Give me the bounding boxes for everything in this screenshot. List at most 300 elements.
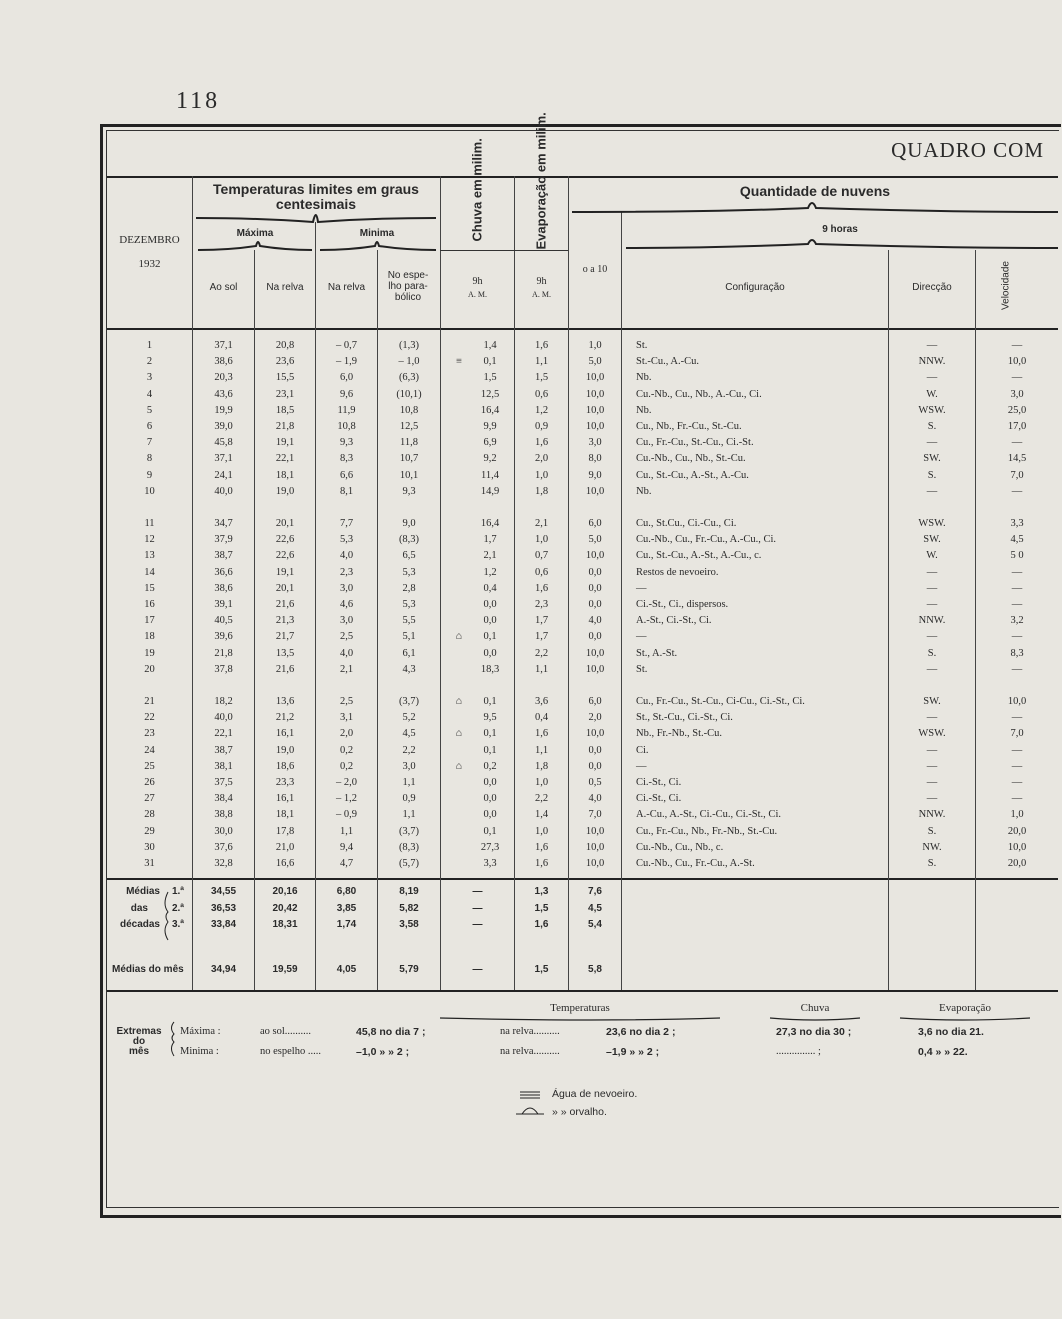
table-cell: 2,3 bbox=[339, 566, 354, 578]
medias-cell: — bbox=[472, 902, 483, 914]
year-label: 1932 bbox=[138, 258, 161, 270]
table-cell: 39,6 bbox=[214, 631, 233, 643]
table-cell: (1,3) bbox=[398, 340, 420, 351]
table-cell: 0,2 bbox=[483, 760, 497, 772]
table-cell: 0,0 bbox=[588, 599, 602, 610]
table-cell: 0,0 bbox=[483, 809, 497, 821]
row-day: 18 bbox=[144, 631, 155, 643]
table-cell: 5 0 bbox=[1010, 550, 1024, 562]
table-cell: — bbox=[1011, 712, 1023, 724]
row-day: 9 bbox=[146, 469, 153, 481]
table-cell: 20,0 bbox=[1007, 858, 1027, 869]
table-cell: ⌂ bbox=[455, 760, 463, 772]
table-cell: (3,7) bbox=[398, 696, 420, 707]
medias-label-2: das bbox=[130, 903, 148, 914]
table-cell: Nb. bbox=[636, 404, 652, 416]
table-cell: 5,5 bbox=[402, 615, 416, 627]
table-cell: 19,0 bbox=[275, 485, 295, 497]
table-cell: 10,0 bbox=[585, 825, 605, 837]
table-cell: 4,0 bbox=[588, 615, 602, 627]
table-cell: 2,3 bbox=[534, 599, 549, 610]
table-cell: Cu.-Nb., Cu., Nb., A.-Cu., Ci. bbox=[636, 388, 762, 400]
extremas-label-2: do bbox=[132, 1036, 146, 1047]
table-cell: — bbox=[926, 566, 938, 578]
table-cell: 37,5 bbox=[214, 777, 233, 788]
table-cell: 5,3 bbox=[339, 534, 354, 546]
table-cell: 21,7 bbox=[275, 631, 295, 643]
table-cell: S. bbox=[927, 647, 937, 659]
table-cell: 16,4 bbox=[480, 404, 500, 416]
max-sol-value: 45,8 no dia 7 ; bbox=[356, 1026, 426, 1038]
table-cell: Nb. bbox=[636, 485, 652, 497]
max-evap-value: 3,6 no dia 21. bbox=[918, 1026, 984, 1038]
max-relva-label: na relva.......... bbox=[500, 1026, 560, 1037]
table-cell: 12,5 bbox=[480, 388, 500, 400]
medias-cell: — bbox=[472, 886, 483, 897]
table-cell: – 0,9 bbox=[336, 809, 357, 821]
table-cell: 10,0 bbox=[585, 841, 605, 853]
table-cell: 22,6 bbox=[275, 534, 295, 546]
table-cell: 2,2 bbox=[402, 744, 416, 756]
table-cell: 21,6 bbox=[275, 663, 295, 675]
table-cell: 10,0 bbox=[1007, 356, 1027, 368]
table-cell: 18,6 bbox=[275, 760, 295, 772]
table-cell: (8,3) bbox=[398, 534, 420, 546]
table-cell: 4,0 bbox=[339, 647, 354, 659]
table-cell: 5,3 bbox=[402, 566, 416, 578]
medias-label-1: Médias bbox=[126, 886, 160, 897]
table-cell: 0,0 bbox=[483, 793, 497, 805]
table-cell: 37,1 bbox=[214, 453, 233, 465]
table-cell: SW. bbox=[923, 696, 941, 707]
row-day: 11 bbox=[144, 518, 155, 529]
table-cell: 10,0 bbox=[585, 388, 605, 400]
medias-cell: 8,19 bbox=[399, 886, 419, 897]
table-cell: 18,3 bbox=[480, 663, 500, 675]
table-cell: 13,6 bbox=[275, 696, 295, 707]
table-cell: Nb., Fr.-Nb., St.-Cu. bbox=[636, 728, 723, 740]
table-cell: 38,6 bbox=[214, 356, 233, 368]
row-day: 21 bbox=[144, 696, 155, 707]
table-cell: — bbox=[636, 631, 647, 643]
row-day: 8 bbox=[146, 453, 153, 465]
table-cell: — bbox=[1011, 485, 1023, 497]
medias-mes-cell: 19,59 bbox=[272, 964, 298, 975]
table-cell: 0,2 bbox=[339, 744, 354, 756]
table-cell: 21,0 bbox=[275, 841, 295, 853]
extremas-chuva: Chuva bbox=[800, 1002, 830, 1014]
medias-cell: 1,74 bbox=[336, 919, 357, 930]
medias-cell: 3.ª bbox=[171, 919, 185, 930]
table-cell: St., St.-Cu., Ci.-St., Ci. bbox=[636, 712, 733, 724]
row-day: 6 bbox=[146, 421, 153, 432]
table-cell: 3,0 bbox=[339, 615, 354, 627]
table-cell: 4,7 bbox=[339, 858, 354, 869]
table-cell: 2,5 bbox=[339, 696, 354, 707]
table-cell: 9,2 bbox=[483, 453, 497, 465]
medias-cell: 33,84 bbox=[210, 919, 237, 930]
table-cell: — bbox=[1011, 340, 1023, 351]
medias-cell: 1,5 bbox=[534, 902, 549, 914]
table-cell: Cu., St.-Cu., A.-St., A.-Cu., c. bbox=[636, 550, 762, 562]
medias-mes-label: Médias do mês bbox=[112, 964, 184, 975]
row-day: 30 bbox=[144, 841, 155, 853]
table-cell: 21,8 bbox=[214, 647, 233, 659]
table-cell: 6,6 bbox=[339, 469, 354, 481]
table-cell: 5,3 bbox=[402, 599, 416, 610]
table-cell: — bbox=[926, 437, 938, 449]
table-cell: 3,0 bbox=[402, 760, 416, 772]
table-cell: Cu., Fr.-Cu., St.-Cu., Ci.-St. bbox=[636, 437, 754, 449]
row-day: 15 bbox=[144, 582, 155, 594]
table-cell: 3,3 bbox=[1010, 518, 1024, 529]
table-cell: 1,1 bbox=[534, 663, 549, 675]
medias-cell: 7,6 bbox=[588, 886, 602, 897]
table-cell: 10,0 bbox=[1007, 841, 1027, 853]
table-cell: 18,1 bbox=[275, 809, 295, 821]
table-cell: ⌂ bbox=[455, 728, 463, 740]
table-cell: 10,8 bbox=[399, 404, 419, 416]
table-cell: (5,7) bbox=[398, 858, 420, 869]
extremas-minima: Minima : bbox=[180, 1046, 219, 1057]
table-cell: 0,0 bbox=[588, 582, 602, 594]
nuvens-title: Quantidade de nuvens bbox=[739, 183, 891, 199]
table-cell: ⌂ bbox=[455, 631, 463, 643]
chuva-am: A. M. bbox=[468, 290, 487, 299]
table-cell: 3,0 bbox=[1010, 388, 1024, 400]
table-cell: SW. bbox=[923, 534, 941, 546]
table-cell: 0,6 bbox=[534, 388, 549, 400]
row-day: 5 bbox=[146, 404, 153, 416]
medias-mes-cell: 5,79 bbox=[399, 964, 419, 975]
table-cell: 1,6 bbox=[534, 858, 549, 869]
medias-cell: — bbox=[472, 919, 483, 930]
row-day: 26 bbox=[144, 777, 155, 788]
table-cell: 20,8 bbox=[275, 340, 295, 351]
table-cell: 18,1 bbox=[275, 469, 295, 481]
table-cell: 10,0 bbox=[585, 421, 605, 432]
table-cell: 9,0 bbox=[588, 469, 602, 481]
table-cell: 38,7 bbox=[214, 550, 233, 562]
table-cell: 6,5 bbox=[402, 550, 416, 562]
table-cell: 2,2 bbox=[534, 647, 549, 659]
table-cell: – 0,7 bbox=[336, 340, 357, 351]
medias-cell: 6,80 bbox=[336, 886, 357, 897]
table-cell: 1,7 bbox=[534, 615, 549, 627]
table-cell: 5,0 bbox=[588, 534, 602, 546]
table-cell: — bbox=[926, 340, 938, 351]
row-day: 25 bbox=[144, 760, 155, 772]
table-cell: 39,0 bbox=[214, 421, 233, 432]
table-cell: — bbox=[1011, 744, 1023, 756]
table-cell: 43,6 bbox=[214, 388, 233, 400]
table-cell: A.-St., Ci.-St., Ci. bbox=[636, 615, 712, 627]
table-cell: 2,0 bbox=[534, 453, 549, 465]
table-cell: 5,1 bbox=[402, 631, 416, 643]
table-cell: Cu., St.-Cu., A.-St., A.-Cu. bbox=[636, 469, 749, 481]
table-cell: 27,3 bbox=[480, 841, 500, 853]
table-cell: – 1,9 bbox=[336, 356, 357, 368]
table-cell: 22,1 bbox=[214, 728, 233, 740]
row-day: 13 bbox=[144, 550, 155, 562]
table-cell: 4,0 bbox=[588, 793, 602, 805]
table-cell: 18,5 bbox=[275, 404, 295, 416]
table-cell: 0,1 bbox=[483, 696, 497, 707]
medias-cell: 1.ª bbox=[171, 886, 185, 897]
table-cell: 23,3 bbox=[275, 777, 295, 788]
table-cell: – 2,0 bbox=[336, 777, 357, 788]
table-cell: 21,8 bbox=[275, 421, 295, 432]
table-cell: 25,0 bbox=[1007, 404, 1027, 416]
table-cell: 1,4 bbox=[534, 809, 549, 821]
table-cell: — bbox=[1011, 663, 1023, 675]
table-cell: 9,5 bbox=[483, 712, 497, 724]
table-cell: WSW. bbox=[918, 404, 946, 416]
medias-cell: 20,16 bbox=[272, 886, 298, 897]
velocidade-label: Velocidade bbox=[1000, 261, 1012, 310]
table-cell: Cu.-Nb., Cu., Fr.-Cu., A.-St. bbox=[636, 858, 755, 869]
row-day: 14 bbox=[144, 566, 155, 578]
table-cell: 2,1 bbox=[483, 550, 497, 562]
table-cell: 38,8 bbox=[214, 809, 233, 821]
table-cell: 8,3 bbox=[339, 453, 354, 465]
row-day: 17 bbox=[144, 615, 155, 627]
table-cell: 0,0 bbox=[588, 631, 602, 643]
table-cell: 9,3 bbox=[339, 437, 354, 449]
extremas-temperaturas: Temperaturas bbox=[550, 1002, 610, 1014]
table-cell: 1,1 bbox=[534, 356, 549, 368]
table-cell: 1,0 bbox=[534, 534, 549, 546]
table-cell: 38,7 bbox=[214, 744, 233, 756]
legend-orvalho: » » orvalho. bbox=[552, 1106, 607, 1118]
table-cell: 6,1 bbox=[402, 647, 416, 659]
table-cell: St., A.-St. bbox=[636, 647, 678, 659]
medias-cell: 4,5 bbox=[588, 902, 602, 914]
table-cell: 1,1 bbox=[339, 825, 354, 837]
table-cell: 1,2 bbox=[534, 404, 549, 416]
table-cell: A.-Cu., A.-St., Ci.-Cu., Ci.-St., Ci. bbox=[636, 809, 781, 821]
table-cell: ≡ bbox=[456, 356, 462, 368]
table-cell: 21,6 bbox=[275, 599, 295, 610]
table-cell: St. bbox=[636, 663, 648, 675]
table-cell: 9,0 bbox=[402, 518, 416, 529]
table-cell: 37,6 bbox=[214, 841, 233, 853]
medias-cell: 34,55 bbox=[210, 886, 237, 897]
direccao-label: Direcção bbox=[912, 282, 952, 293]
medias-cell: 18,31 bbox=[272, 919, 298, 930]
table-cell: 10,7 bbox=[399, 453, 419, 465]
table-cell: NNW. bbox=[918, 809, 946, 821]
table-cell: 14,5 bbox=[1007, 453, 1027, 465]
table-cell: 0,0 bbox=[588, 760, 602, 772]
na-relva-min-label: Na relva bbox=[327, 282, 366, 293]
table-cell: 18,2 bbox=[214, 696, 233, 707]
row-day: 22 bbox=[144, 712, 155, 724]
table-cell: 0,9 bbox=[534, 421, 549, 432]
table-cell: — bbox=[926, 760, 938, 772]
table-cell: Nb. bbox=[636, 372, 652, 384]
table-cell: ⌂ bbox=[455, 696, 463, 707]
table-cell: 22,1 bbox=[275, 453, 295, 465]
table-cell: Cu., St.Cu., Ci.-Cu., Ci. bbox=[636, 518, 737, 529]
table-cell: – 1,2 bbox=[336, 793, 357, 805]
table-cell: 1,0 bbox=[1010, 809, 1024, 821]
table-cell: 2,0 bbox=[339, 728, 354, 740]
medias-cell: 1,3 bbox=[534, 886, 549, 897]
table-cell: 19,9 bbox=[214, 404, 233, 416]
table-cell: 11,4 bbox=[481, 469, 499, 481]
table-cell: S. bbox=[927, 825, 937, 837]
table-cell: 7,7 bbox=[339, 518, 354, 529]
row-day: 19 bbox=[144, 647, 155, 659]
table-cell: Ci.-St., Ci., dispersos. bbox=[636, 599, 729, 610]
table-cell: 1,1 bbox=[402, 777, 416, 788]
table-cell: 2,2 bbox=[534, 793, 549, 805]
table-cell: — bbox=[926, 712, 938, 724]
table-cell: 21,3 bbox=[275, 615, 295, 627]
table-cell: 24,1 bbox=[214, 469, 233, 481]
table-cell: Cu., Nb., Fr.-Cu., St.-Cu. bbox=[636, 421, 742, 432]
table-cell: 9,6 bbox=[339, 388, 354, 400]
table-cell: 0,0 bbox=[588, 566, 602, 578]
table-cell: 20,1 bbox=[275, 518, 295, 529]
table-cell: — bbox=[1011, 566, 1023, 578]
table-cell: 3,3 bbox=[483, 858, 497, 869]
table-cell: 10,0 bbox=[585, 485, 605, 497]
table-cell: — bbox=[926, 582, 938, 594]
table-cell: 8,0 bbox=[588, 453, 602, 465]
table-cell: 5,0 bbox=[588, 356, 602, 368]
table-cell: 9,4 bbox=[339, 841, 354, 853]
table-cell: 36,6 bbox=[214, 566, 233, 578]
table-cell: 8,3 bbox=[1010, 647, 1024, 659]
table-cell: 0,2 bbox=[339, 760, 354, 772]
max-sol-label: ao sol.......... bbox=[260, 1026, 312, 1037]
table-cell: 1,7 bbox=[534, 631, 549, 643]
row-day: 7 bbox=[146, 437, 153, 449]
table-cell: 6,0 bbox=[588, 518, 602, 529]
min-chuva-value: ............... ; bbox=[776, 1046, 821, 1057]
table-cell: St. bbox=[636, 340, 648, 351]
table-cell: 0,0 bbox=[483, 777, 497, 788]
table-cell: 20,3 bbox=[214, 372, 233, 384]
table-cell: 2,5 bbox=[339, 631, 354, 643]
table-cell: 38,4 bbox=[214, 793, 233, 805]
table-cell: 19,1 bbox=[275, 566, 295, 578]
table-cell: — bbox=[1011, 760, 1023, 772]
table-cell: 1,2 bbox=[483, 566, 497, 578]
table-cell: 3,2 bbox=[1010, 615, 1024, 627]
table-cell: — bbox=[1011, 582, 1023, 594]
extremas-label-1: Extremas bbox=[116, 1026, 162, 1037]
table-cell: 10,0 bbox=[585, 550, 605, 562]
row-day: 31 bbox=[144, 858, 155, 869]
table-cell: 0,1 bbox=[483, 356, 497, 368]
table-cell: 8,1 bbox=[339, 485, 354, 497]
table-cell: 3,1 bbox=[339, 712, 354, 724]
table-cell: 4,5 bbox=[1010, 534, 1024, 546]
table-cell: WSW. bbox=[918, 728, 946, 740]
table-cell: 3,6 bbox=[534, 696, 549, 707]
table-cell: 2,0 bbox=[588, 712, 602, 724]
table-cell: 34,7 bbox=[214, 518, 233, 529]
table-cell: — bbox=[1011, 777, 1023, 788]
table-cell: 30,0 bbox=[214, 825, 233, 837]
table-cell: 0,0 bbox=[483, 647, 497, 659]
table-cell: 23,1 bbox=[275, 388, 295, 400]
table-cell: 22,6 bbox=[275, 550, 295, 562]
row-day: 3 bbox=[146, 372, 153, 384]
table-cell: 0,0 bbox=[483, 615, 497, 627]
table-cell: 1,0 bbox=[588, 340, 602, 351]
table-cell: 40,0 bbox=[214, 485, 233, 497]
table-cell: S. bbox=[927, 469, 937, 481]
min-relva-label: na relva.......... bbox=[500, 1046, 560, 1057]
table-cell: 16,4 bbox=[480, 518, 500, 529]
ao-sol-label: Ao sol bbox=[209, 282, 238, 293]
table-cell: 4,5 bbox=[402, 728, 416, 740]
month-label: DEZEMBRO bbox=[119, 234, 180, 246]
espelho-label: No espe- lho para- bólico bbox=[387, 270, 429, 303]
table-cell: — bbox=[1011, 631, 1023, 643]
row-day: 24 bbox=[144, 744, 155, 756]
table-cell: 0,4 bbox=[483, 582, 497, 594]
table-cell: 10,1 bbox=[399, 469, 419, 481]
table-cell: 1,1 bbox=[534, 744, 549, 756]
table-cell: — bbox=[636, 760, 647, 772]
min-espelho-label: no espelho ..... bbox=[260, 1046, 321, 1057]
max-chuva-value: 27,3 no dia 30 ; bbox=[776, 1026, 852, 1038]
table-cell: Cu., Fr.-Cu., St.-Cu., Ci-Cu., Ci.-St., Ci. bbox=[636, 696, 805, 707]
table-cell: 0,7 bbox=[534, 550, 549, 562]
chuva-label: Chuva em milim. bbox=[469, 138, 485, 242]
table-cell: 1,1 bbox=[402, 809, 416, 821]
table-cell: — bbox=[1011, 372, 1023, 384]
table-cell: 39,1 bbox=[214, 599, 233, 610]
table-cell: 3,0 bbox=[588, 437, 602, 449]
table-cell: Cu.-Nb., Cu., Nb., c. bbox=[636, 841, 724, 853]
min-relva-value: –1,9 » » 2 ; bbox=[606, 1046, 660, 1058]
table-cell: — bbox=[636, 582, 647, 594]
minima-label: Minima bbox=[359, 228, 395, 239]
table-cell: 4,0 bbox=[339, 550, 354, 562]
table-cell: — bbox=[926, 777, 938, 788]
table-cell: 1,6 bbox=[534, 841, 549, 853]
table-cell: 37,8 bbox=[214, 663, 233, 675]
table-cell: S. bbox=[927, 421, 937, 432]
table-cell: 1,0 bbox=[534, 825, 549, 837]
table-cell: 23,6 bbox=[275, 356, 295, 368]
table-cell: 0,6 bbox=[534, 566, 549, 578]
medias-mes-cell: 1,5 bbox=[534, 964, 549, 975]
table-cell: 0,1 bbox=[483, 631, 497, 643]
table-cell: 0,1 bbox=[483, 728, 497, 740]
evaporacao-label: Evaporação em milim. bbox=[533, 112, 549, 250]
table-cell: 2,8 bbox=[402, 582, 416, 594]
table-cell: 16,6 bbox=[275, 858, 295, 869]
table-cell: 2,1 bbox=[534, 518, 549, 529]
table-cell: 3,0 bbox=[339, 582, 354, 594]
table-cell: 19,1 bbox=[275, 437, 295, 449]
row-day: 2 bbox=[146, 356, 153, 368]
table-cell: 1,7 bbox=[483, 534, 497, 546]
legend-nevoeiro: Água de nevoeiro. bbox=[552, 1088, 638, 1100]
na-relva-max-label: Na relva bbox=[266, 282, 304, 293]
table-cell: SW. bbox=[923, 453, 941, 465]
medias-cell: 1,6 bbox=[534, 919, 549, 930]
extremas-evaporacao: Evaporação bbox=[939, 1002, 991, 1014]
temp-title: Temperaturas limites em graus centesimais bbox=[213, 181, 419, 212]
